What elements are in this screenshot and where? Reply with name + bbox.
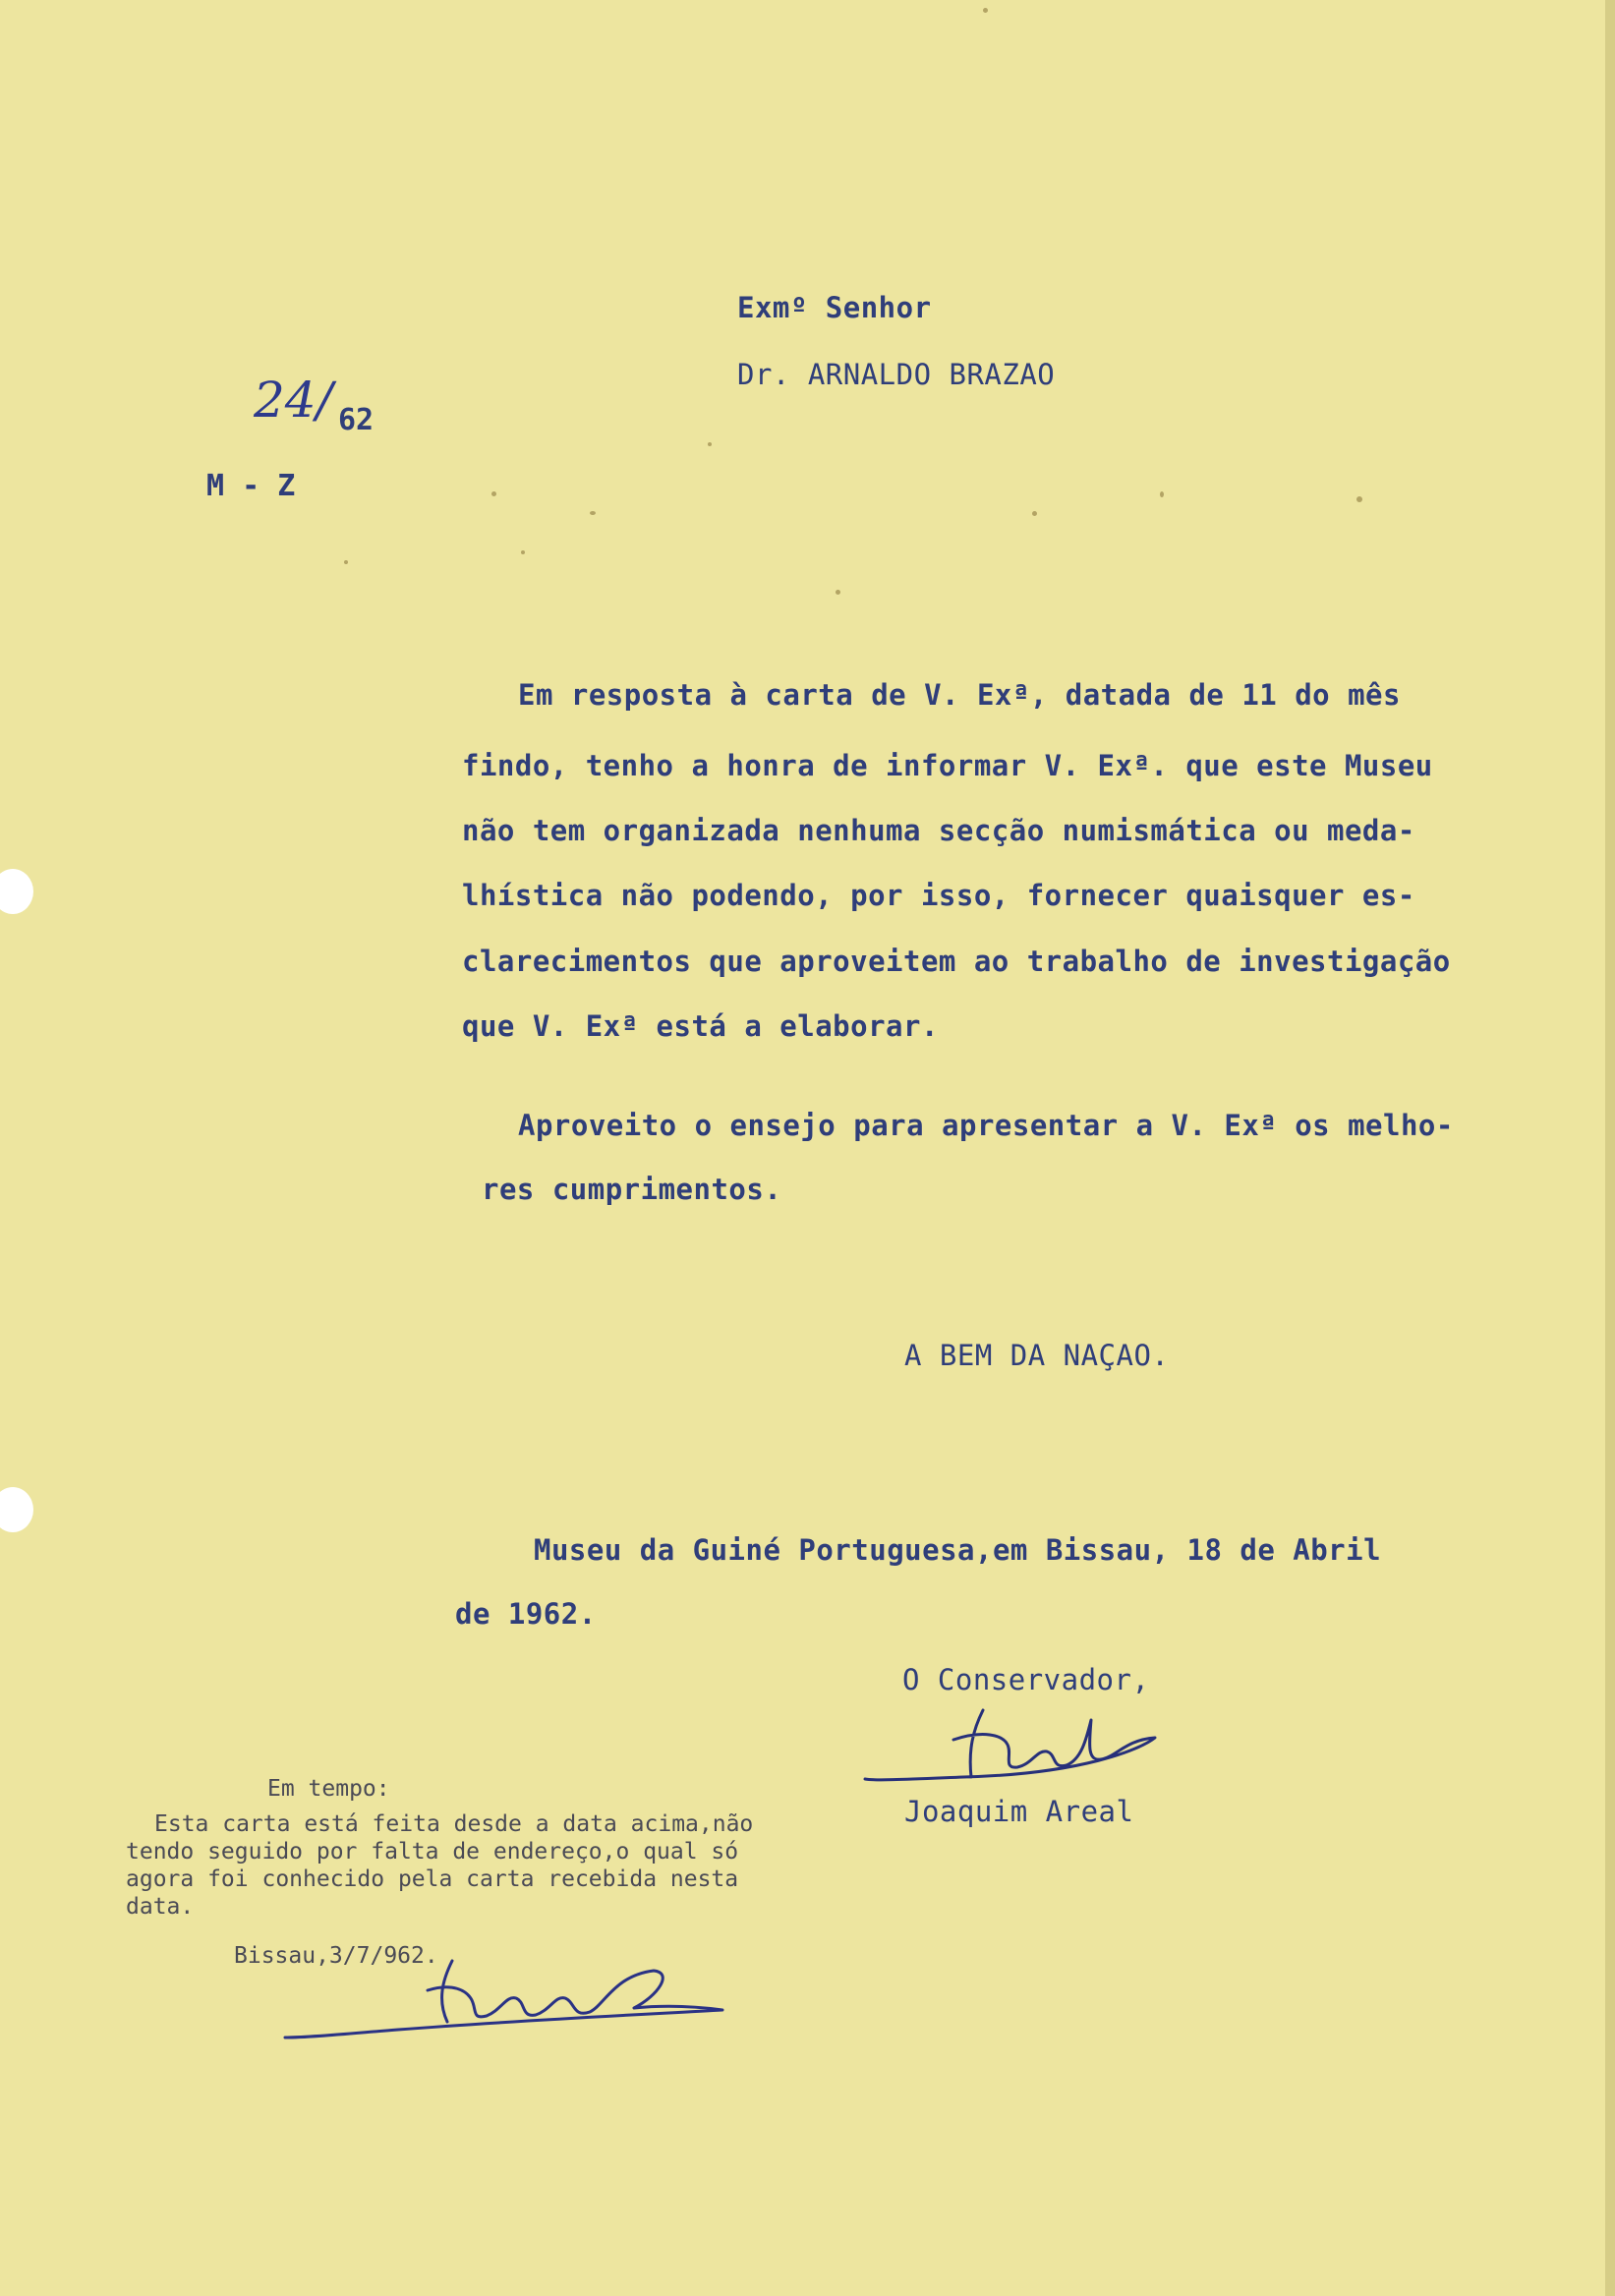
punch-hole-bottom [0,1487,33,1532]
paper-edge [1605,0,1615,2296]
body-line: clarecimentos que aproveitem ao trabalho de investigação [462,945,1451,978]
signatory-title: O Conservador, [902,1663,1150,1696]
paper-speck [1356,496,1362,502]
reference-code: M - Z [206,469,296,503]
handwritten-reference-number: 24/ [254,372,333,429]
postscript-line: Esta carta está feita desde a data acima,não [154,1811,754,1837]
postscript-line: agora foi conhecido pela carta recebida nesta [126,1866,739,1892]
closing-formula: A BEM DA NAÇAO. [904,1339,1170,1372]
paper-speck [836,590,840,595]
postscript-heading: Em tempo: [267,1776,390,1802]
paper-speck [521,550,525,554]
paper-speck [983,8,988,13]
body-line: Em resposta à carta de V. Exª, datada de 11 do mês [518,678,1401,712]
conservator-signature [855,1691,1189,1808]
place-date-line: de 1962. [455,1597,597,1631]
signatory-name: Joaquim Areal [904,1795,1134,1828]
body-line: não tem organizada nenhuma secção numismática ou meda- [462,814,1415,847]
paper-speck [708,442,712,446]
body-line: Aproveito o ensejo para apresentar a V. Exª os melho- [518,1109,1454,1142]
body-line: que V. Exª está a elaborar. [462,1009,939,1043]
paper-speck [344,560,348,564]
postscript-line: data. [126,1894,195,1920]
body-line: lhística não podendo, por isso, fornecer quaisquer es- [462,879,1415,912]
paper-speck [590,511,596,515]
body-line: findo, tenho a honra de informar V. Exª. que este Museu [462,749,1433,782]
postscript-line: tendo seguido por falta de endereço,o qual só [126,1839,739,1865]
place-date-line: Museu da Guiné Portuguesa,em Bissau, 18 de Abril [534,1533,1382,1567]
body-line: res cumprimentos. [482,1173,782,1206]
salutation: Exmº Senhor [737,291,932,324]
punch-hole-top [0,869,33,914]
postscript-date: Bissau,3/7/962. [234,1943,438,1969]
addressee-name: Dr. ARNALDO BRAZAO [737,358,1056,391]
reference-year: 62 [338,403,375,437]
paper-speck [1032,511,1037,516]
paper-speck [491,491,496,496]
paper-speck [1160,491,1164,497]
postscript-signature [280,1941,752,2049]
